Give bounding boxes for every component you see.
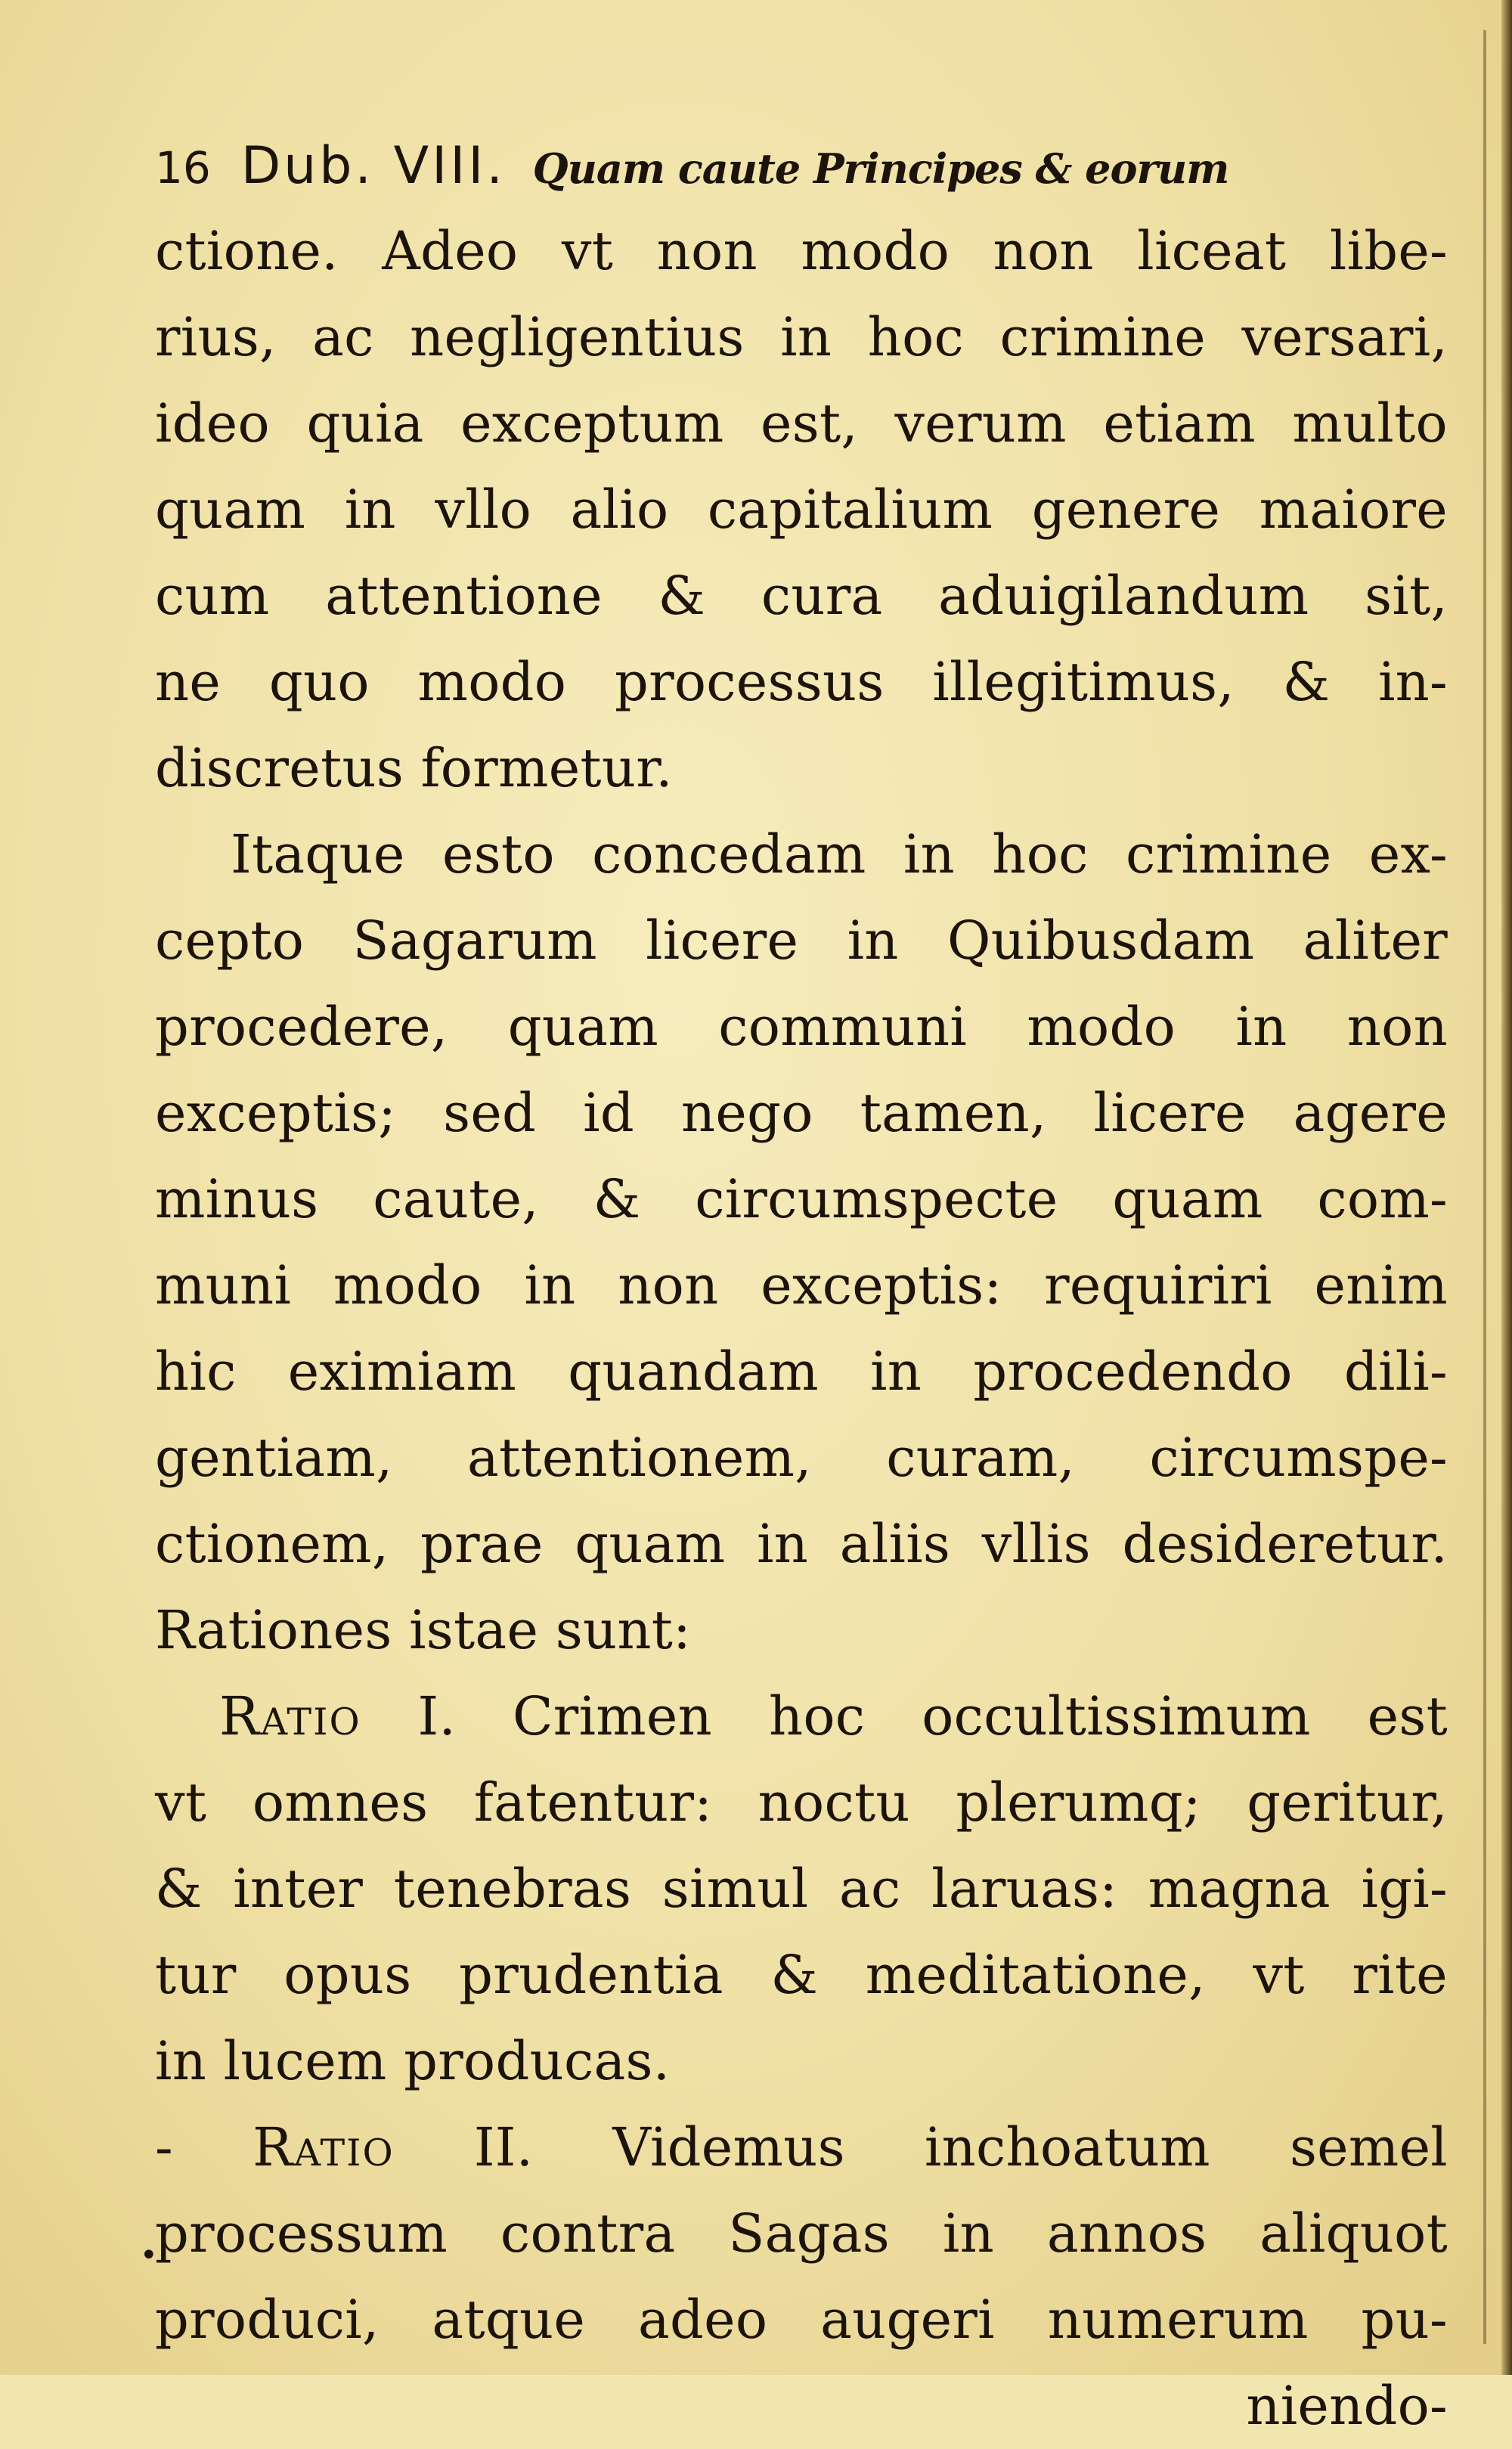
- running-title: Quam caute Principes & eorum: [532, 144, 1229, 193]
- ratio-2-line: [155, 2104, 1448, 2190]
- text-line: Rationes istae sunt:: [155, 1599, 692, 1661]
- text-line: cum attentione & cura aduigilandum sit,: [155, 565, 1448, 627]
- text-line: processum contra Sagas in annos aliquot: [155, 2203, 1448, 2265]
- catchword: niendo-: [1246, 2375, 1448, 2437]
- chapter-label: Dub. VIII.: [240, 136, 506, 196]
- ratio-text: I. Crimen hoc occultissimum est: [361, 1685, 1448, 1747]
- text-line: quam in vllo alio capitalium genere maiore: [155, 479, 1448, 541]
- book-edge: [1501, 0, 1512, 2375]
- text-line: gentiam, attentionem, curam, circumspe-: [155, 1427, 1448, 1489]
- text-line: minus caute, & circumspecte quam com-: [155, 1168, 1448, 1230]
- text-line: ctionem, prae quam in aliis vllis desideretur.: [155, 1513, 1448, 1575]
- ratio-label: Ratio: [219, 1685, 361, 1747]
- running-header: [155, 125, 1448, 208]
- text-line: muni modo in non exceptis: requiriri enim: [155, 1254, 1448, 1316]
- text-line: ne quo modo processus illegitimus, & in-: [155, 651, 1448, 713]
- text-line: hic eximiam quandam in procedendo dili-: [155, 1341, 1448, 1403]
- page-number: 16: [155, 142, 211, 194]
- ratio-1-line: [155, 1673, 1448, 1759]
- text-line: tur opus prudentia & meditatione, vt rite: [155, 1944, 1448, 2006]
- text-line: produci, atque adeo augeri numerum pu-: [155, 2289, 1448, 2351]
- text-line: procedere, quam communi modo in non: [155, 996, 1448, 1058]
- paragraph-start-line: Itaque esto concedam in hoc crimine ex-: [231, 823, 1448, 885]
- text-line: exceptis; sed id nego tamen, licere agere: [155, 1082, 1448, 1144]
- text-line: cepto Sagarum licere in Quibusdam aliter: [155, 910, 1448, 972]
- ink-speck: •: [140, 2238, 158, 2273]
- ratio-text: II. Videmus inchoatum semel: [394, 2116, 1448, 2178]
- page-fold-line: [1483, 30, 1486, 2344]
- text-line: ctione. Adeo vt non modo non liceat libe-: [155, 220, 1448, 282]
- text-line: discretus formetur.: [155, 737, 673, 799]
- text-line: & inter tenebras simul ac laruas: magna igi-: [155, 1858, 1448, 1920]
- text-line: vt omnes fatentur: noctu plerumq; geritur,: [155, 1772, 1448, 1834]
- text-block: [155, 125, 1448, 2449]
- text-line: in lucem producas.: [155, 2030, 671, 2092]
- text-line: rius, ac negligentius in hoc crimine versari,: [155, 306, 1448, 368]
- ratio-dash: -: [155, 2116, 253, 2178]
- ratio-label: Ratio: [253, 2116, 395, 2178]
- text-line: ideo quia exceptum est, verum etiam multo: [155, 392, 1448, 454]
